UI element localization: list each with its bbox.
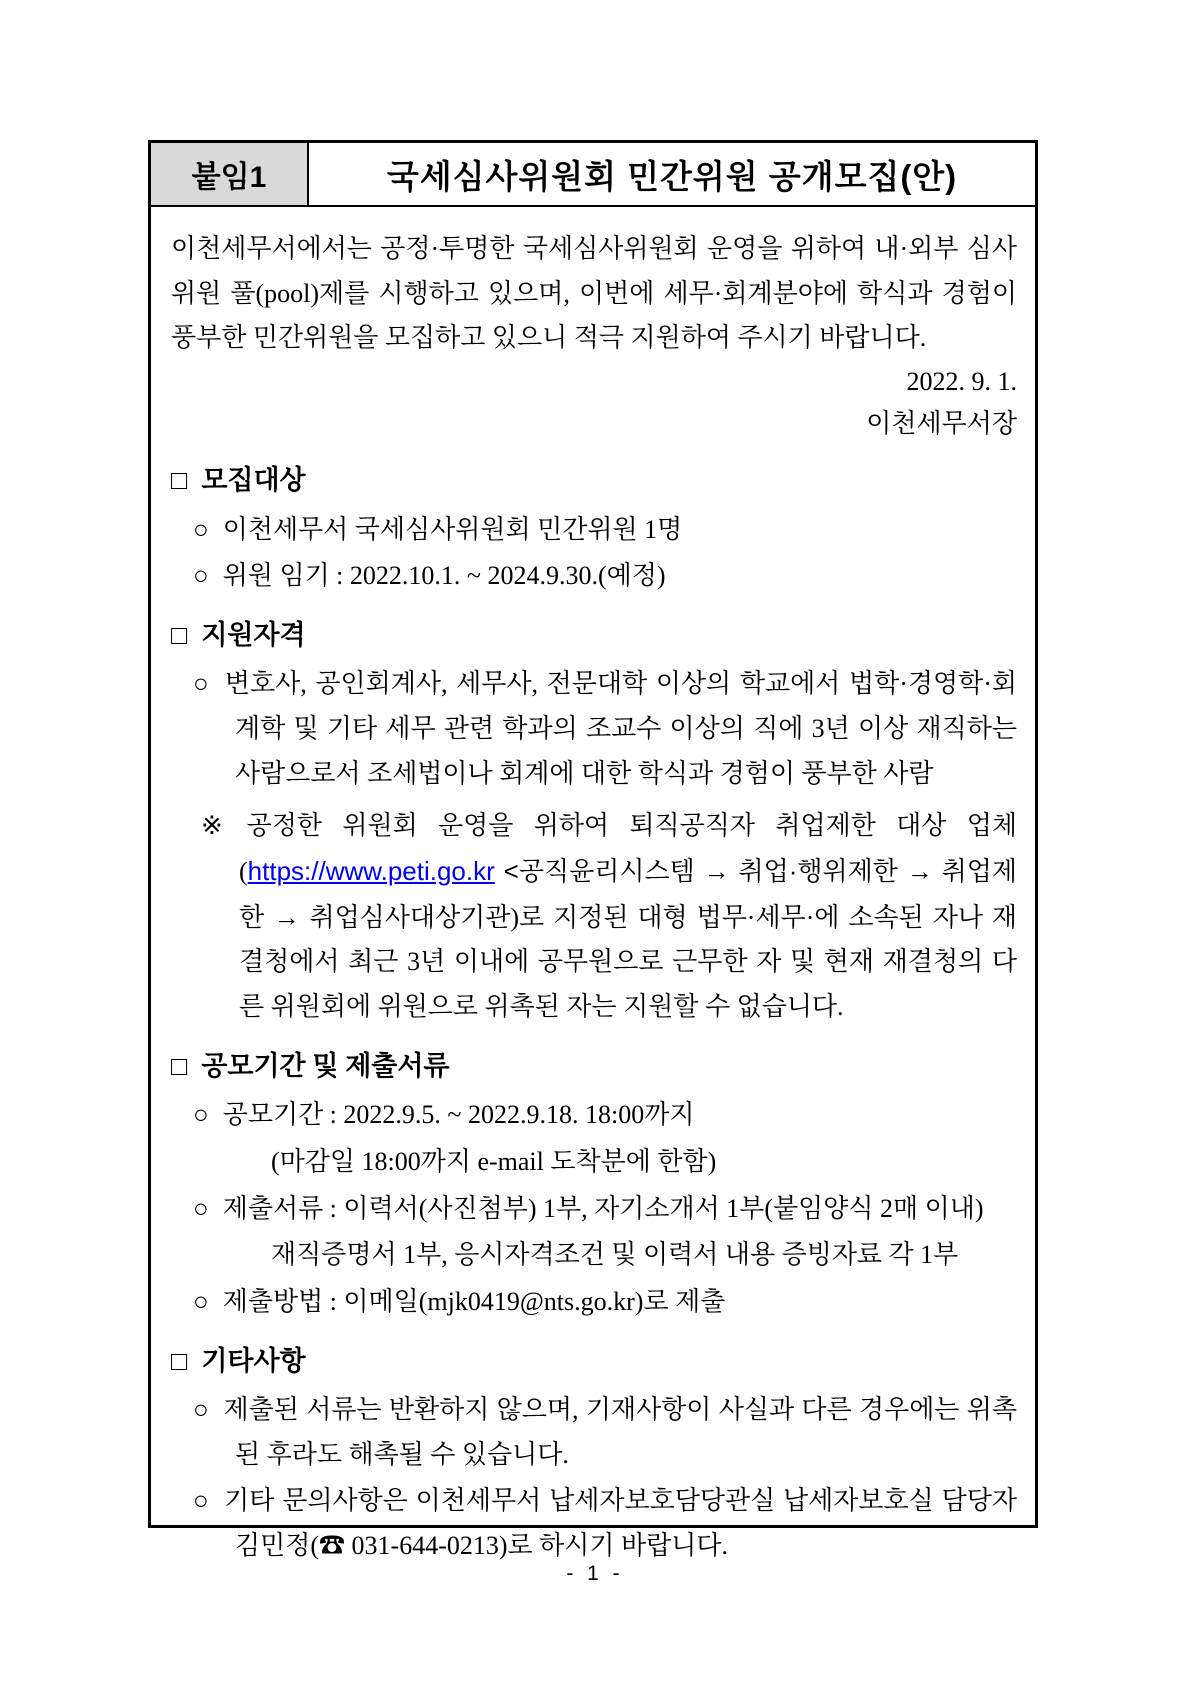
list-item-text: 이천세무서 국세심사위원회 민간위원 1명 bbox=[222, 514, 683, 544]
list-item-text-suffix: )로 하시기 바랍니다. bbox=[498, 1531, 728, 1561]
phone-icon: ☎ bbox=[319, 1531, 346, 1561]
list-item-text: 공모기간 : 2022.9.5. ~ 2022.9.18. 18:00까지 bbox=[222, 1100, 695, 1130]
list-item bbox=[171, 1479, 1017, 1568]
list-item-text: 제출된 서류는 반환하지 않으며, 기재사항이 사실과 다른 경우에는 위촉된 후라도 해촉될 수 있습니다. bbox=[223, 1394, 1017, 1469]
circle-bullet-icon: ○ bbox=[193, 561, 209, 591]
list-item bbox=[171, 554, 1017, 599]
circle-bullet-icon: ○ bbox=[193, 1193, 209, 1223]
attachment-badge: 붙임1 bbox=[151, 143, 309, 205]
circle-bullet-icon: ○ bbox=[193, 514, 209, 544]
section-title-text: 지원자격 bbox=[201, 619, 306, 650]
list-item-continuation: (마감일 18:00까지 e-mail 도착분에 한함) bbox=[271, 1146, 717, 1176]
section-title-etc bbox=[171, 1340, 1017, 1383]
list-item bbox=[171, 508, 1017, 553]
page-number: - 1 - bbox=[566, 1562, 624, 1585]
list-item bbox=[171, 662, 1017, 796]
list-item-text: 위원 임기 : 2022.10.1. ~ 2024.9.30.(예정) bbox=[222, 561, 666, 591]
circle-bullet-icon: ○ bbox=[193, 669, 211, 699]
peti-link[interactable]: https://www.peti.go.kr bbox=[247, 856, 495, 887]
document-box bbox=[148, 140, 1038, 1561]
signer-line: 이천세무서장 bbox=[866, 408, 1017, 438]
list-item bbox=[171, 1187, 1017, 1232]
circle-bullet-icon: ○ bbox=[193, 1394, 210, 1424]
document-body bbox=[151, 207, 1035, 1581]
section-title-text: 공모기간 및 제출서류 bbox=[201, 1050, 450, 1081]
restriction-note bbox=[201, 804, 1017, 1030]
note-text-suffix: )로 지정된 대형 법무·세무·에 소속된 자나 재결청에서 최근 3년 이내에 공무원으로 근무한 자 및 현재 재결청의 다른 위원회에 위원으로 위촉된 자는 지원할 수 없습니다. bbox=[239, 902, 1017, 1022]
section-title-qualification bbox=[171, 614, 1017, 657]
document-header bbox=[151, 143, 1035, 207]
list-item-continuation: 재직증명서 1부, 응시자격조건 및 이력서 내용 증빙자료 각 1부 bbox=[271, 1240, 959, 1270]
section-marker-icon: □ bbox=[171, 619, 188, 650]
list-item-text: 제출서류 : 이력서(사진첨부) 1부, 자기소개서 1부(붙임양식 2매 이내) bbox=[222, 1193, 984, 1223]
list-item bbox=[171, 1093, 1017, 1138]
list-item-text: 변호사, 공인회계사, 세무사, 전문대학 이상의 학교에서 법학·경영학·회계학 및 기타 세무 관련 학과의 조교수 이상의 직에 3년 이상 재직하는 사람으로서 조세법이나 회계에 대한 학식과 경험이 풍부한 사람 bbox=[224, 669, 1017, 788]
note-text-prefix: 공정한 위원회 운영을 위하여 퇴직공직자 취업제한 대상 업체 ( bbox=[239, 811, 1017, 887]
list-item bbox=[171, 1280, 1017, 1325]
section-title-text: 모집대상 bbox=[201, 465, 306, 496]
circle-bullet-icon: ○ bbox=[193, 1486, 211, 1516]
phone-number: 031-644-0213 bbox=[345, 1531, 499, 1561]
section-marker-icon: □ bbox=[171, 465, 188, 496]
document-title: 국세심사위원회 민간위원 공개모집(안) bbox=[386, 157, 958, 195]
date-line: 2022. 9. 1. bbox=[906, 367, 1017, 397]
section-marker-icon: □ bbox=[171, 1050, 188, 1081]
circle-bullet-icon: ○ bbox=[193, 1286, 209, 1316]
section-title-period bbox=[171, 1045, 1017, 1088]
reference-mark-icon: ※ bbox=[201, 811, 237, 841]
list-item bbox=[171, 1388, 1017, 1477]
section-marker-icon: □ bbox=[171, 1345, 188, 1376]
list-item-text: 기타 문의사항은 이천세무서 납세자보호담당관실 납세자보호실 담당자 김민정( bbox=[224, 1486, 1017, 1561]
section-title-text: 기타사항 bbox=[201, 1345, 306, 1376]
note-menu-path: <공직윤리시스템 → 취업·행위제한 → 취업제한 → 취업심사대상기관 bbox=[239, 856, 1017, 932]
intro-paragraph: 이천세무서에서는 공정·투명한 국세심사위원회 운영을 위하여 내·외부 심사위원 풀(pool)제를 시행하고 있으며, 이번에 세무·회계분야에 학식과 경험이 풍부한 민간위원을 모집하고 있으니 적극 지원하여 주시기 바랍니다. bbox=[171, 234, 1017, 353]
circle-bullet-icon: ○ bbox=[193, 1100, 209, 1130]
list-item-text: 제출방법 : 이메일(mjk0419@nts.go.kr)로 제출 bbox=[222, 1286, 726, 1316]
section-title-target bbox=[171, 459, 1017, 502]
